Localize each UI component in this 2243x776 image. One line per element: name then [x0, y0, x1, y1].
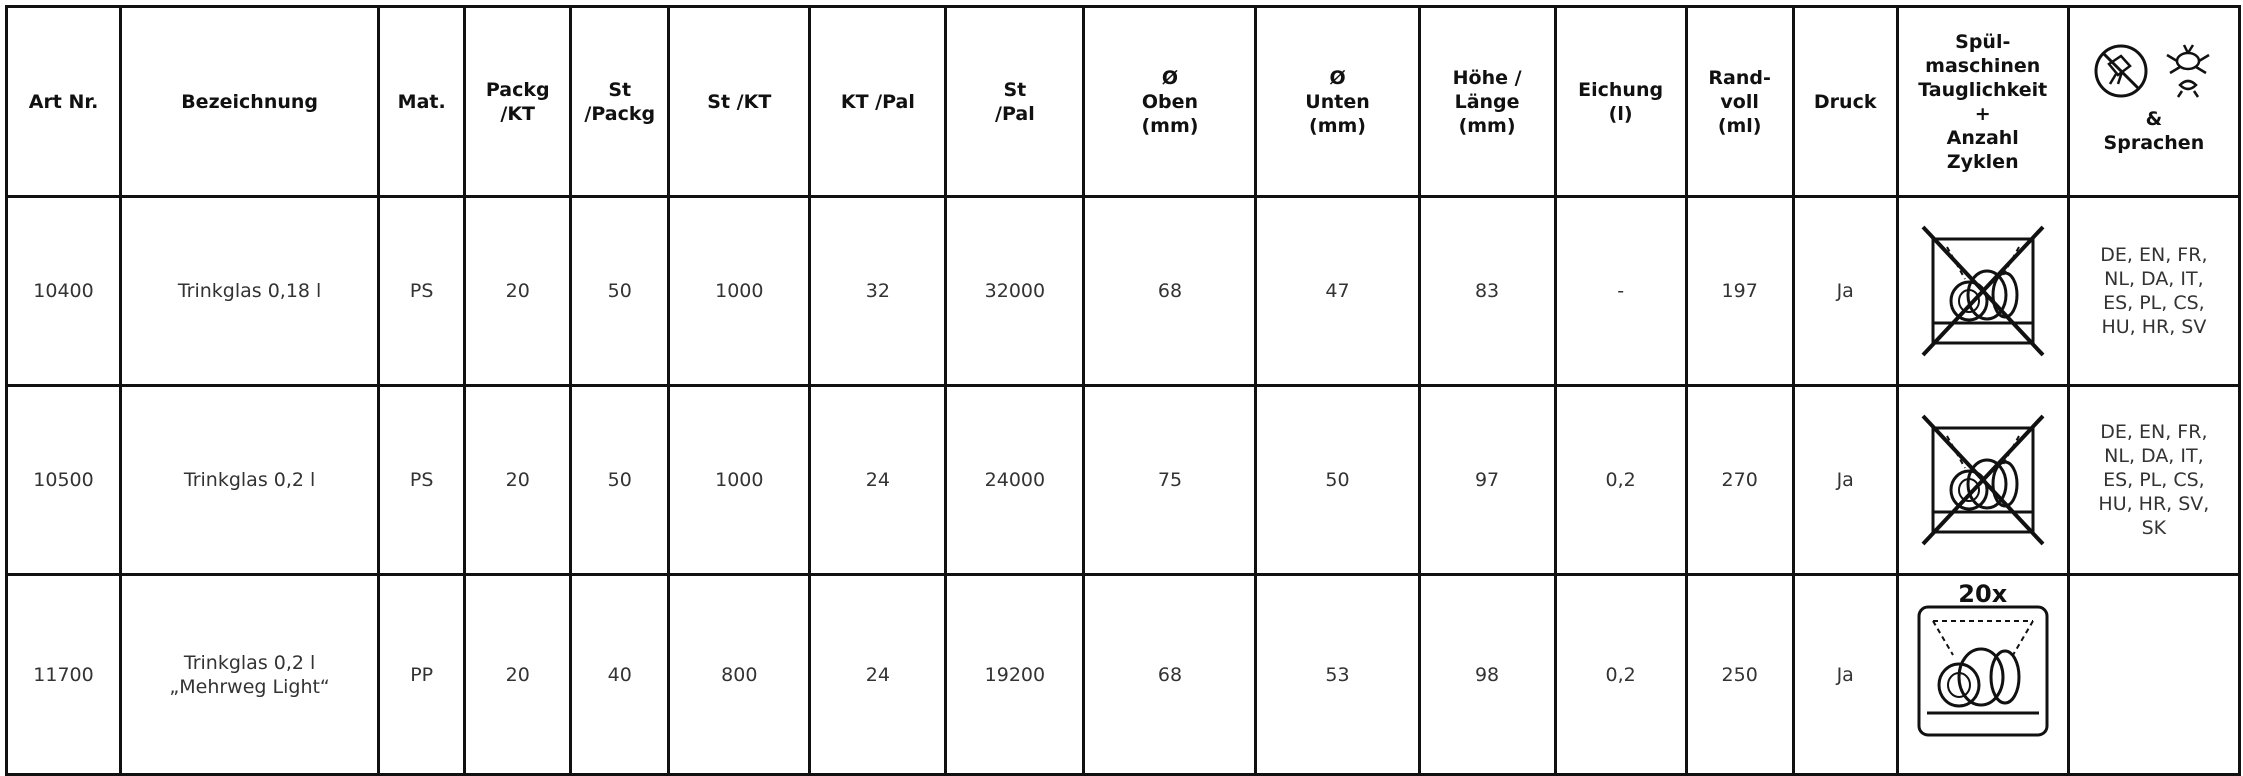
col-header-st-pal: St /Pal — [946, 7, 1084, 197]
col-header-st-kt: St /KT — [669, 7, 810, 197]
cell-mat: PS — [379, 197, 465, 386]
col-header-druck: Druck — [1793, 7, 1897, 197]
product-spec-table — [5, 5, 2241, 776]
not-dishwasher-safe-icon — [1899, 412, 2067, 548]
cell-druck: Ja — [1793, 386, 1897, 575]
cell-druck: Ja — [1793, 575, 1897, 775]
col-header-languages — [2068, 7, 2239, 197]
ampersand-label: & — [2145, 107, 2163, 130]
cell-randvoll: 250 — [1686, 575, 1793, 775]
col-header-dishwasher: Spül- maschinen Tauglichkeit + Anzahl Zyklen — [1897, 7, 2068, 197]
table-row — [7, 386, 2240, 575]
cell-randvoll: 270 — [1686, 386, 1793, 575]
col-header-diameter-top: Ø Oben (mm) — [1084, 7, 1256, 197]
col-header-st-packg: St /Packg — [571, 7, 669, 197]
col-header-diameter-bottom: Ø Unten (mm) — [1256, 7, 1419, 197]
cell-st-packg: 50 — [571, 197, 669, 386]
cell-st-pal: 24000 — [946, 386, 1084, 575]
cell-kt-pal: 32 — [810, 197, 946, 386]
cell-st-packg: 40 — [571, 575, 669, 775]
cell-randvoll: 197 — [1686, 197, 1793, 386]
header-icon-group — [2074, 41, 2234, 101]
cell-packg-kt: 20 — [465, 386, 571, 575]
cycle-count-label: 20x — [1958, 579, 2008, 608]
cell-languages — [2068, 575, 2239, 775]
col-header-randvoll: Rand- voll (ml) — [1686, 7, 1793, 197]
cell-st-packg: 50 — [571, 386, 669, 575]
cell-eichung: 0,2 — [1555, 386, 1686, 575]
cell-dishwasher — [1897, 575, 2068, 775]
cell-packg-kt: 20 — [465, 197, 571, 386]
no-food-contact-icon — [2092, 42, 2150, 100]
cell-packg-kt: 20 — [465, 575, 571, 775]
cell-diameter-top: 68 — [1084, 575, 1256, 775]
cell-diameter-bottom: 50 — [1256, 386, 1419, 575]
col-header-height: Höhe / Länge (mm) — [1419, 7, 1555, 197]
cell-diameter-top: 68 — [1084, 197, 1256, 386]
cell-height: 98 — [1419, 575, 1555, 775]
cell-st-kt: 800 — [669, 575, 810, 775]
cell-languages: DE, EN, FR, NL, DA, IT, ES, PL, CS, HU, HR, SV — [2068, 197, 2239, 386]
table-row — [7, 197, 2240, 386]
cell-dishwasher — [1897, 197, 2068, 386]
cell-bezeichnung: Trinkglas 0,2 l — [121, 386, 379, 575]
not-dishwasher-safe-icon — [1899, 223, 2067, 359]
table-row — [7, 575, 2240, 775]
cell-kt-pal: 24 — [810, 575, 946, 775]
cell-st-kt: 1000 — [669, 197, 810, 386]
cell-diameter-bottom: 53 — [1256, 575, 1419, 775]
no-insect-icon — [2160, 41, 2216, 101]
cell-eichung: - — [1555, 197, 1686, 386]
cell-art-nr: 10500 — [7, 386, 121, 575]
cell-st-kt: 1000 — [669, 386, 810, 575]
col-header-packg-kt: Packg /KT — [465, 7, 571, 197]
cell-diameter-bottom: 47 — [1256, 197, 1419, 386]
cell-diameter-top: 75 — [1084, 386, 1256, 575]
col-header-kt-pal: KT /Pal — [810, 7, 946, 197]
product-spec-table-wrapper — [5, 5, 2241, 776]
cell-bezeichnung: Trinkglas 0,2 l „Mehrweg Light“ — [121, 575, 379, 775]
cell-eichung: 0,2 — [1555, 575, 1686, 775]
header-row — [7, 7, 2240, 197]
cell-druck: Ja — [1793, 197, 1897, 386]
cell-st-pal: 32000 — [946, 197, 1084, 386]
cell-bezeichnung: Trinkglas 0,18 l — [121, 197, 379, 386]
cell-height: 83 — [1419, 197, 1555, 386]
cell-height: 97 — [1419, 386, 1555, 575]
col-header-mat: Mat. — [379, 7, 465, 197]
cell-art-nr: 10400 — [7, 197, 121, 386]
cell-art-nr: 11700 — [7, 575, 121, 775]
cell-languages: DE, EN, FR, NL, DA, IT, ES, PL, CS, HU, HR, SV, SK — [2068, 386, 2239, 575]
cell-kt-pal: 24 — [810, 386, 946, 575]
cell-mat: PS — [379, 386, 465, 575]
col-header-art-nr: Art Nr. — [7, 7, 121, 197]
col-header-bezeichnung: Bezeichnung — [121, 7, 379, 197]
cell-st-pal: 19200 — [946, 575, 1084, 775]
col-header-eichung: Eichung (l) — [1555, 7, 1686, 197]
languages-label: Sprachen — [2103, 131, 2205, 154]
cell-dishwasher — [1897, 386, 2068, 575]
dishwasher-safe-icon — [1899, 605, 2067, 737]
cell-mat: PP — [379, 575, 465, 775]
